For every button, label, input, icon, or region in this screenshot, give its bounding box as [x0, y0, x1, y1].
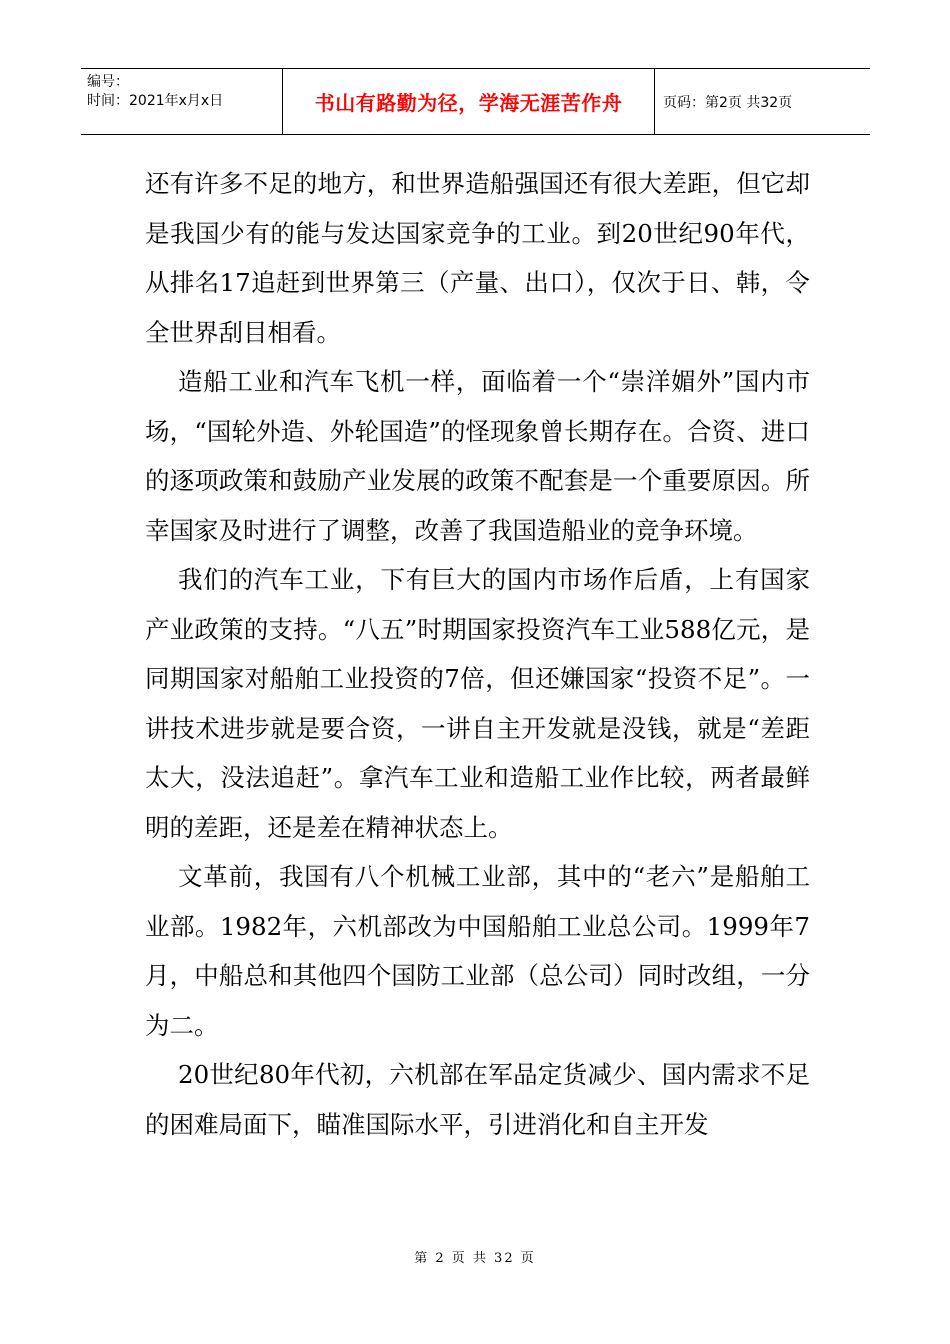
paragraph: 我们的汽车工业，下有巨大的国内市场作后盾，上有国家产业政策的支持。“八五”时期国家投资汽车工业588亿元，是同期国家对船舶工业投资的7倍，但还嫌国家“投资不足”。一讲技术进步就是要合资，一讲自主开发就是没钱，就是“差距太大，没法追赶”。拿汽车工业和造船工业作比较，两者最鲜明的差距，还是差在精神状态上。	[145, 565, 810, 842]
paragraph-continued: 还有许多不足的地方，和世界造船强国还有很大差距，但它却是我国少有的能与发达国家竞争的工业。到20世纪90年代，从排名17追赶到世界第三（产量、出口），仅次于日、韩，令全世界刮目相看。	[145, 169, 810, 347]
paragraph: 文革前，我国有八个机械工业部，其中的“老六”是船舶工业部。1982年，六机部改为中国船舶工业总公司。1999年7月，中船总和其他四个国防工业部（总公司）同时改组，一分为二。	[145, 862, 810, 1040]
document-body	[145, 159, 810, 1149]
paragraph: 20世纪80年代初，六机部在军品定货减少、国内需求不足的困难局面下，瞄准国际水平，引进消化和自主开发	[145, 1060, 810, 1139]
header-meta	[81, 69, 282, 134]
header-page-info: 页码：第2页 共32页	[663, 94, 793, 111]
page-footer: 第 2 页 共 32 页	[414, 1251, 536, 1266]
paragraph: 造船工业和汽车飞机一样，面临着一个“崇洋媚外”国内市场，“国轮外造、外轮国造”的怪现象曾长期存在。合资、进口的逐项政策和鼓励产业发展的政策不配套是一个重要原因。所幸国家及时进行了调整，改善了我国造船业的竞争环境。	[145, 367, 810, 545]
document-header	[81, 68, 870, 135]
document-number-label: 编号：	[87, 74, 129, 90]
document-time-label: 时间：2021年x月x日	[87, 93, 224, 109]
header-divider	[654, 69, 655, 134]
header-motto: 书山有路勤为径，学海无涯苦作舟	[314, 91, 623, 115]
